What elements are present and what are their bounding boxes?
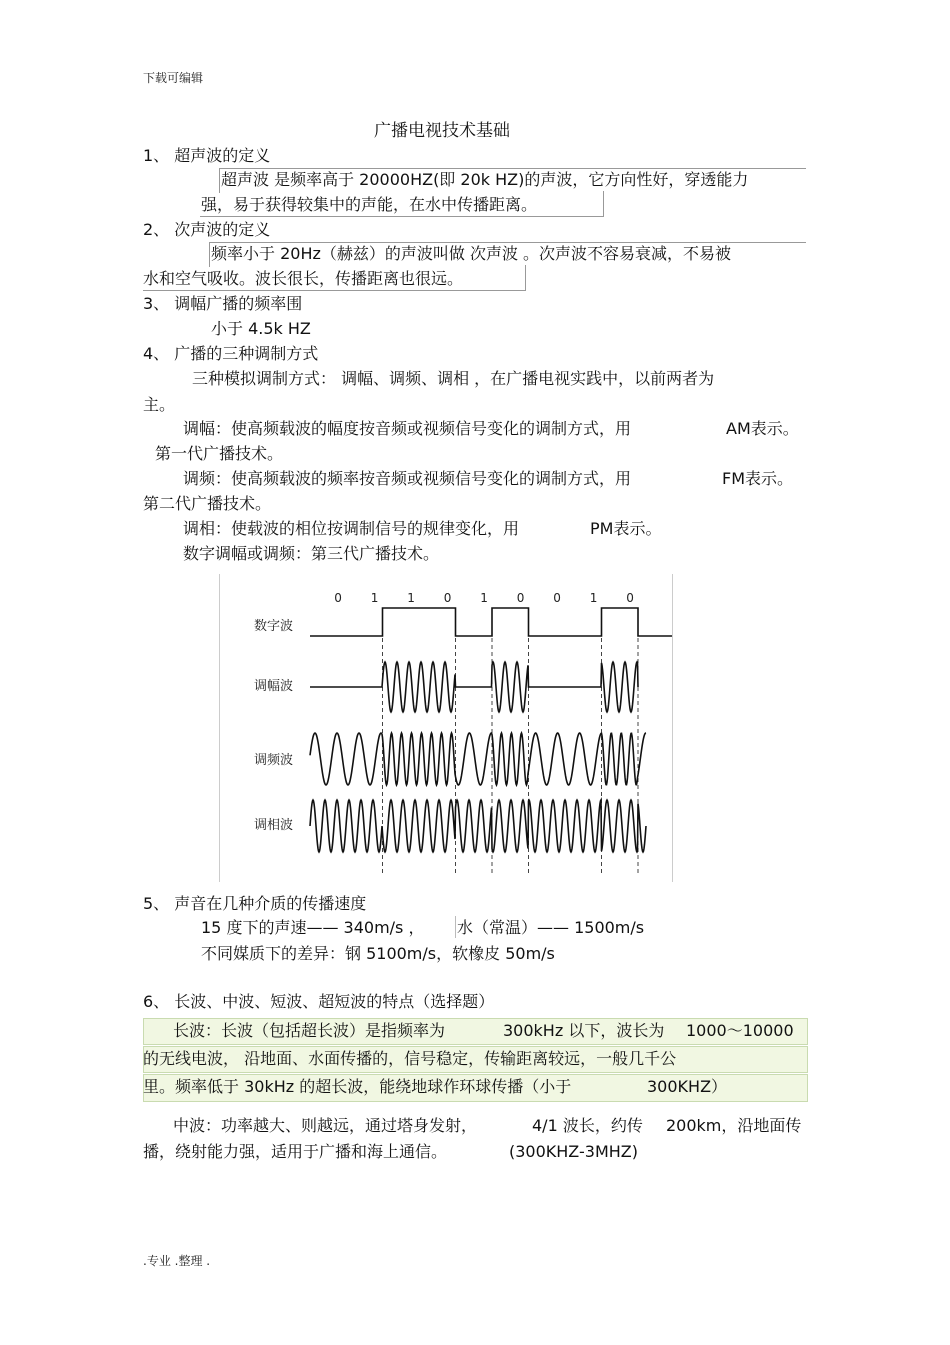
- bit-label: 0: [626, 591, 634, 605]
- bit-label: 1: [480, 591, 488, 605]
- fm-line-1: 调频：使高频载波的频率按音频或视频信号变化的调制方式，用: [183, 469, 632, 488]
- fm-wave-trace: [310, 733, 646, 785]
- section-6-heading: 6、 长波、中波、短波、超短波的特点（选择题）: [143, 992, 495, 1011]
- mediumwave-line-1-tail: 200km，沿地面传: [666, 1116, 802, 1135]
- section-3-heading: 3、 调幅广播的频率围: [143, 294, 303, 313]
- bit-label: 0: [516, 591, 525, 605]
- section-4-line-2: 主。: [143, 395, 176, 414]
- label-pm-wave: 调相波: [254, 818, 294, 833]
- section-1-line-2: 强，易于获得较集中的声能，在水中传播距离。: [201, 195, 538, 214]
- page-footer: .专业 .整理 .: [143, 1254, 211, 1268]
- pm-line-1-tail: PM表示。: [590, 519, 662, 538]
- bit-labels: [334, 591, 634, 605]
- longwave-line-2: 的无线电波， 沿地面、水面传播的，信号稳定，传输距离较远，一般几千公: [143, 1049, 677, 1068]
- am-line-2: 第一代广播技术。: [155, 444, 284, 463]
- bit-label: 0: [553, 591, 561, 605]
- pm-wave-trace: [310, 800, 646, 852]
- am-line-1-tail: AM表示。: [726, 419, 799, 438]
- label-digital-wave: 数字波: [254, 619, 294, 634]
- section-3-line-1: 小于 4.5k HZ: [211, 319, 311, 338]
- section-5-heading: 5、 声音在几种介质的传播速度: [143, 894, 367, 913]
- section-2-line-1: 频率小于 20Hz（赫兹）的声波叫做 次声波 。次声波不容易衰减，不易被: [211, 244, 732, 263]
- section-1-line-1: 超声波 是频率高于 20000HZ(即 20k HZ)的声波，它方向性好，穿透能力: [221, 170, 749, 189]
- section-2-line-2: 水和空气吸收。波长很长，传播距离也很远。: [143, 269, 464, 288]
- section-5-line-1b: 水（常温）—— 1500m/s: [457, 918, 645, 937]
- longwave-line-3: 里。频率低于 30kHz 的超长波，能绕地球作环球传播（小于: [143, 1077, 572, 1096]
- document-title: 广播电视技术基础: [374, 121, 510, 141]
- page-header: 下载可编辑: [143, 71, 204, 85]
- fm-line-1-tail: FM表示。: [722, 469, 794, 488]
- label-fm-wave: 调频波: [254, 753, 294, 768]
- longwave-line-1-tail: 1000～10000: [686, 1021, 794, 1040]
- bit-label: 1: [407, 591, 415, 605]
- modulation-waveform-figure: [219, 574, 673, 882]
- section-4-heading: 4、 广播的三种调制方式: [143, 344, 319, 363]
- section-1-heading: 1、 超声波的定义: [143, 146, 271, 165]
- am-line-1: 调幅：使高频载波的幅度按音频或视频信号变化的调制方式，用: [183, 419, 632, 438]
- mediumwave-line-1: 中波：功率越大、则越远，通过塔身发射，: [173, 1116, 478, 1135]
- label-am-wave: 调幅波: [254, 679, 294, 694]
- longwave-line-1-mid: 300kHz 以下，波长为: [503, 1021, 665, 1040]
- section-2-heading: 2、 次声波的定义: [143, 220, 271, 239]
- longwave-line-1: 长波：长波（包括超长波）是指频率为: [173, 1021, 446, 1040]
- am-wave-trace: [310, 662, 638, 712]
- digital-wave-trace: [310, 608, 672, 636]
- mediumwave-line-2: 播，绕射能力强，适用于广播和海上通信。: [143, 1142, 448, 1161]
- mediumwave-line-2-tail: (300KHZ-3MHZ): [509, 1142, 638, 1161]
- bit-label: 1: [370, 591, 379, 605]
- section-4-line-1: 三种模拟调制方式： 调幅、调频、调相 ，在广播电视实践中，以前两者为: [192, 369, 715, 388]
- fm-line-2: 第二代广播技术。: [143, 494, 272, 513]
- waveform-svg: [220, 574, 672, 882]
- pm-line-1: 调相：使载波的相位按调制信号的规律变化，用: [183, 519, 520, 538]
- bit-label: 0: [334, 591, 342, 605]
- longwave-line-3-tail: 300KHZ）: [647, 1077, 728, 1096]
- digital-modulation-line: 数字调幅或调频：第三代广播技术。: [183, 544, 440, 563]
- section-5-line-2: 不同媒质下的差异：钢 5100m/s，软橡皮 50m/s: [201, 944, 555, 963]
- bit-label: 1: [589, 591, 598, 605]
- section-5-line-1a: 15 度下的声速—— 340m/s ，: [201, 918, 425, 937]
- bit-label: 0: [443, 591, 452, 605]
- mediumwave-line-1-mid: 4/1 波长，约传: [532, 1116, 643, 1135]
